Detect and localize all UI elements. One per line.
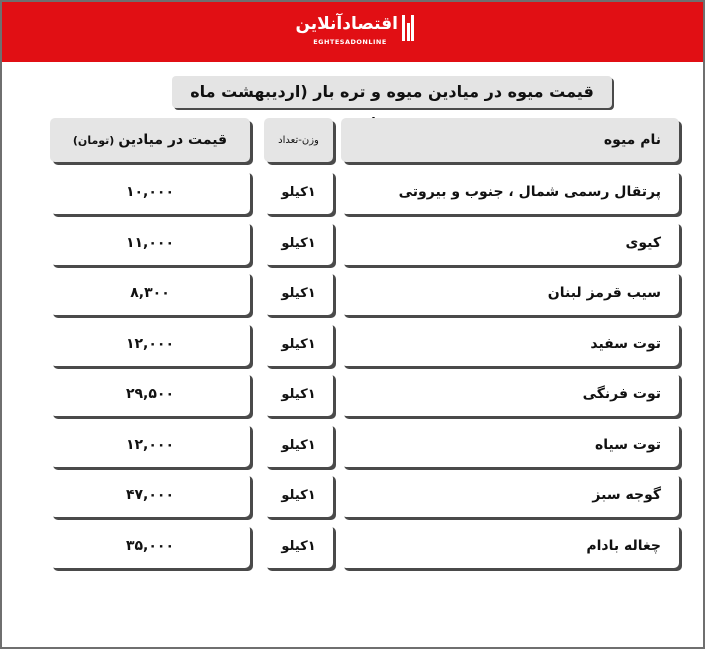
brand-header-bar <box>2 2 703 62</box>
fruit-name-cell <box>341 473 679 517</box>
quantity-cell-text: ۱کیلو <box>281 538 316 554</box>
logo-bars-icon <box>402 15 414 41</box>
fruit-name-cell-text: پرتقال رسمی شمال ، جنوب و بیروتی <box>398 184 661 200</box>
price-cell-text: ۱۲,۰۰۰ <box>125 336 175 352</box>
quantity-cell <box>264 170 333 214</box>
fruit-name-cell-text: کیوی <box>625 235 661 251</box>
price-cell <box>50 271 250 315</box>
price-cell <box>50 322 250 366</box>
price-cell <box>50 423 250 467</box>
price-cell <box>50 473 250 517</box>
quantity-cell-text: ۱کیلو <box>281 386 316 402</box>
price-cell <box>50 170 250 214</box>
price-cell-text: ۴۷,۰۰۰ <box>125 487 175 503</box>
price-cell-text: ۳۵,۰۰۰ <box>125 538 175 554</box>
quantity-cell <box>264 524 333 568</box>
quantity-cell-text: ۱کیلو <box>281 184 316 200</box>
quantity-cell-text: ۱کیلو <box>281 487 316 503</box>
quantity-cell-text: ۱کیلو <box>281 285 316 301</box>
header-price <box>50 118 250 162</box>
price-cell-text: ۸,۳۰۰ <box>130 285 170 301</box>
quantity-cell-text: ۱کیلو <box>281 437 316 453</box>
price-cell-text: ۲۹,۵۰۰ <box>125 386 175 402</box>
header-price-label: قیمت در میادین <box>118 132 228 148</box>
fruit-name-cell-text: توت سیاه <box>595 437 661 453</box>
header-price-unit: (تومان) <box>72 133 115 147</box>
fruit-name-cell-text: توت فرنگی <box>582 386 661 402</box>
fruit-name-cell <box>341 221 679 265</box>
price-cell-text: ۱۲,۰۰۰ <box>125 437 175 453</box>
fruit-name-cell-text: چغاله بادام <box>586 538 661 554</box>
header-fruit-name: نام میوه <box>341 118 679 162</box>
brand-logo[interactable] <box>295 9 416 53</box>
quantity-cell <box>264 372 333 416</box>
quantity-cell-text: ۱کیلو <box>281 336 316 352</box>
quantity-cell <box>264 322 333 366</box>
fruit-name-cell-text: توت سفید <box>590 336 661 352</box>
price-cell <box>50 524 250 568</box>
header-quantity: وزن-تعداد <box>264 118 333 162</box>
price-cell-text: ۱۰,۰۰۰ <box>125 184 175 200</box>
logo-subtext: EGHTESADONLINE <box>313 38 387 46</box>
fruit-name-cell <box>341 372 679 416</box>
logo-text: اقتصادآنلاین <box>295 14 398 34</box>
fruit-name-cell-text: سیب قرمز لبنان <box>547 285 661 301</box>
quantity-cell <box>264 271 333 315</box>
quantity-cell <box>264 473 333 517</box>
fruit-name-cell <box>341 524 679 568</box>
price-cell-text: ۱۱,۰۰۰ <box>125 235 175 251</box>
quantity-cell <box>264 423 333 467</box>
fruit-name-cell <box>341 423 679 467</box>
quantity-cell <box>264 221 333 265</box>
price-cell <box>50 372 250 416</box>
price-cell <box>50 221 250 265</box>
quantity-cell-text: ۱کیلو <box>281 235 316 251</box>
fruit-name-cell-text: گوجه سبز <box>592 487 661 503</box>
fruit-name-cell <box>341 170 679 214</box>
page-title: قیمت میوه در میادین میوه و تره بار (اردیبهشت ماه <box>172 76 612 108</box>
fruit-name-cell <box>341 322 679 366</box>
fruit-name-cell <box>341 271 679 315</box>
